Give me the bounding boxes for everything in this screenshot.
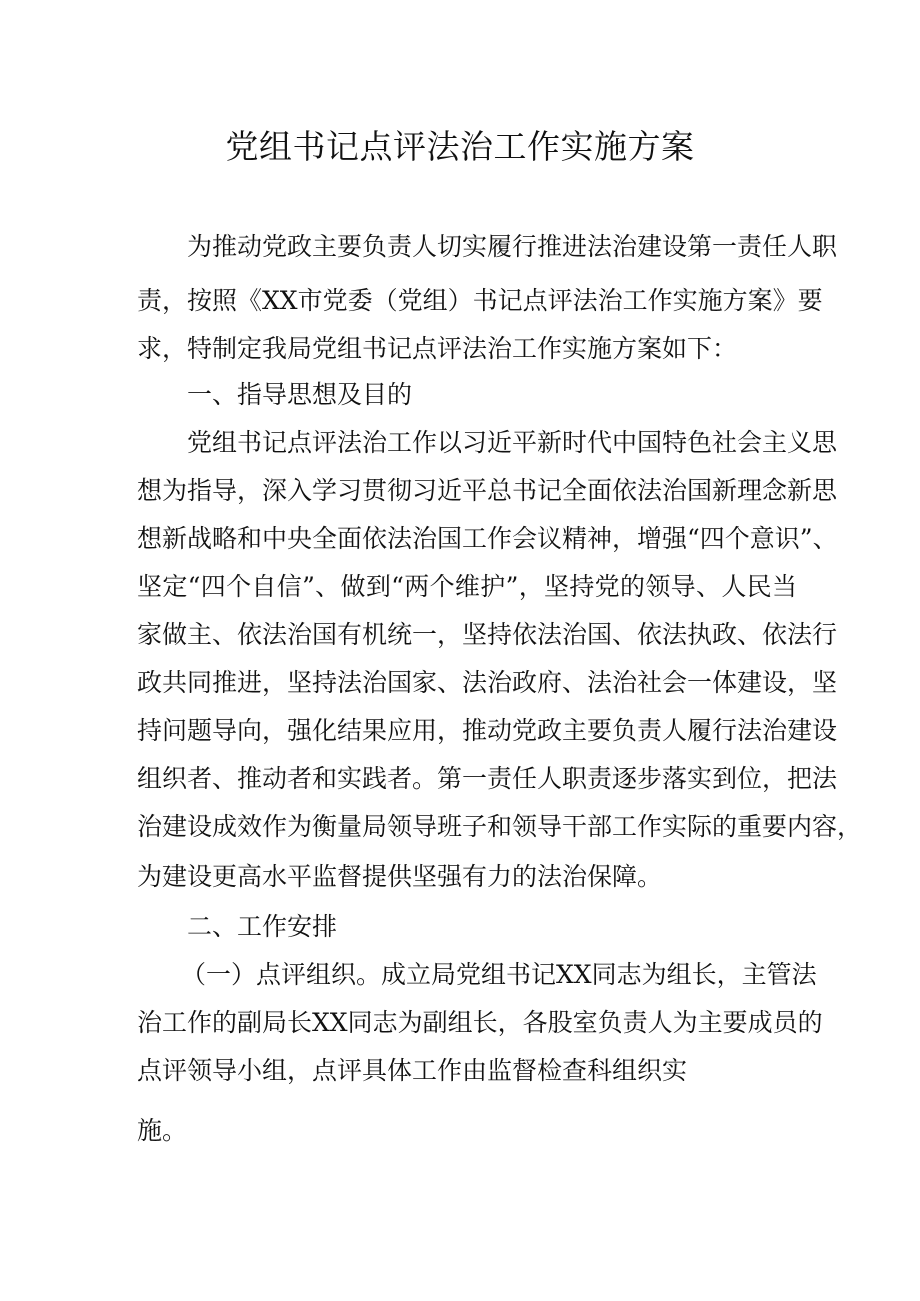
organization-line-3: 点评领导小组，点评具体工作由监督检查科组织实 xyxy=(137,1056,688,1085)
guiding-thought-line-2: 想为指导，深入学习贯彻习近平总书记全面依法治国新理念新思 xyxy=(137,476,838,505)
guiding-thought-line-5: 家做主、依法治国有机统一，坚持依法治国、依法执政、依法行 xyxy=(137,620,838,649)
organization-line-2: 治工作的副局长XX同志为副组长，各股室负责人为主要成员的 xyxy=(137,1008,823,1037)
section-heading-work-arrangement: 二、工作安排 xyxy=(187,912,338,941)
guiding-thought-line-7: 持问题导向，强化结果应用，推动党政主要负责人履行法治建设 xyxy=(137,716,838,745)
section-heading-guiding-thought: 一、指导思想及目的 xyxy=(187,380,413,409)
organization-line-1: （一）点评组织。成立局党组书记XX同志为组长，主管法 xyxy=(181,960,817,989)
document-title: 党组书记点评法治工作实施方案 xyxy=(225,127,695,166)
organization-line-4: 施。 xyxy=(137,1116,188,1145)
guiding-thought-line-1: 党组书记点评法治工作以习近平新时代中国特色社会主义思 xyxy=(187,428,838,457)
intro-paragraph-line-3: 求，特制定我局党组书记点评法治工作实施方案如下： xyxy=(137,334,738,363)
intro-paragraph-line-1: 为推动党政主要负责人切实履行推进法治建设第一责任人职 xyxy=(187,232,838,261)
guiding-thought-line-8: 组织者、推动者和实践者。第一责任人职责逐步落实到位，把法 xyxy=(137,764,838,793)
guiding-thought-line-10: 为建设更高水平监督提供坚强有力的法治保障。 xyxy=(137,862,663,891)
guiding-thought-line-4: 坚定“四个自信”、做到“两个维护”，坚持党的领导、人民当 xyxy=(137,572,797,601)
guiding-thought-line-9: 治建设成效作为衡量局领导班子和领导干部工作实际的重要内容， xyxy=(137,812,863,841)
guiding-thought-line-3: 想新战略和中央全面依法治国工作会议精神，增强“四个意识”、 xyxy=(137,524,838,553)
intro-paragraph-line-2: 责，按照《XX市党委（党组）书记点评法治工作实施方案》要 xyxy=(137,286,823,315)
guiding-thought-line-6: 政共同推进，坚持法治国家、法治政府、法治社会一体建设，坚 xyxy=(137,668,838,697)
